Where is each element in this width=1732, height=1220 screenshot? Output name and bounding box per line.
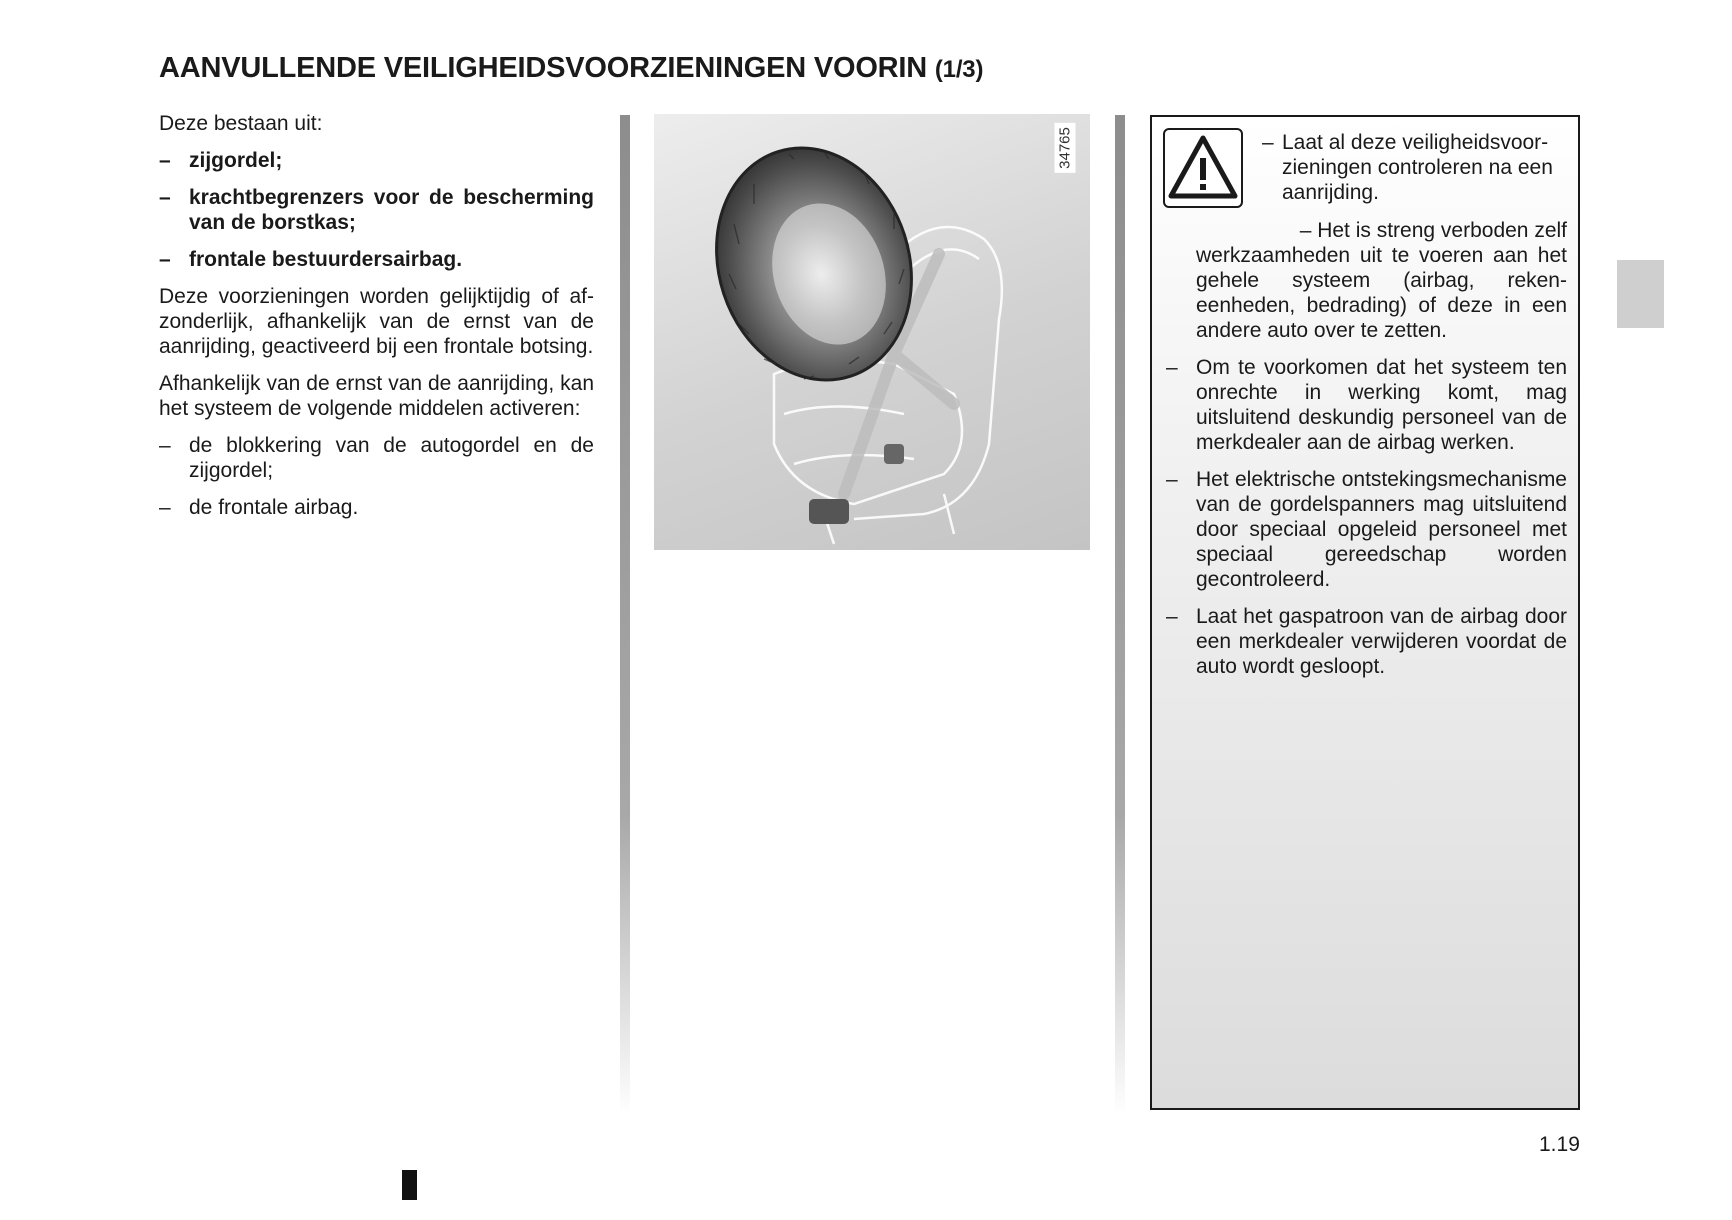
page-number: 1.19 bbox=[1539, 1133, 1580, 1156]
list-item: – krachtbegrenzers voor de bescherming van de borstkas; bbox=[159, 186, 594, 234]
warning-triangle-icon bbox=[1163, 128, 1243, 208]
means-intro-paragraph: Afhankelijk van de ernst van de aanrijding, kan het systeem de volgende middelen activeren: bbox=[159, 372, 594, 420]
warning-item-check: – Laat al deze veiligheidsvoorzieningen controleren na een aanrijding. bbox=[1262, 130, 1567, 205]
column-divider-right bbox=[1115, 115, 1125, 1115]
footer-marker bbox=[402, 1170, 417, 1200]
page-title-part: (1/3) bbox=[934, 56, 984, 83]
list-item: – de frontale airbag. bbox=[159, 495, 594, 520]
list-item: – Laat het gaspatroon van de airbag door een merkdealer verwijderen voordat de auto wordt gesloopt. bbox=[1166, 605, 1567, 678]
warning-text-pretensioner: Het elektrische ontstekingsmechanisme van de gordelspanners mag uitsluitend door speciaal opgeleid personeel met speciaal gereedschap worden gecontroleerd. bbox=[1196, 468, 1567, 591]
warning-text-forbidden: werkzaamheden uit te voeren aan het gehele systeem (airbag, rekeneenheden, bedrading) of deze in een andere auto over te zetten. bbox=[1196, 244, 1567, 342]
page-title bbox=[159, 52, 983, 85]
warning-text-qualified-staff: Om te voorkomen dat het systeem ten onrechte in werking komt, mag uitsluitend deskundig personeel van de merkdealer aan de airbag werken. bbox=[1196, 356, 1567, 454]
list-item: – zijgordel; bbox=[159, 148, 594, 173]
warning-text-forbidden-lead: – Het is streng verboden zelf bbox=[1299, 219, 1567, 242]
means-belt-lock: de blokkering van de autogordel en de zijgordel; bbox=[189, 434, 594, 482]
list-item: – de blokkering van de autogordel en de zijgordel; bbox=[159, 434, 594, 482]
airbag-seat-drawing bbox=[654, 114, 1090, 550]
component-side-belt: zijgordel; bbox=[189, 149, 283, 172]
means-front-airbag: de frontale airbag. bbox=[189, 496, 359, 519]
left-column bbox=[159, 111, 594, 532]
warning-column bbox=[1166, 218, 1567, 691]
intro-text: Deze bestaan uit: bbox=[159, 112, 323, 135]
warning-text-gas-cartridge: Laat het gaspatroon van de airbag door een merkdealer verwijderen voordat de auto wordt gesloopt. bbox=[1196, 605, 1567, 678]
list-item: – frontale bestuurdersairbag. bbox=[159, 247, 594, 272]
list-item: – Om te voorkomen dat het systeem ten onrechte in werking komt, mag uitsluitend deskundig personeel van de merkdealer aan de airbag werken. bbox=[1166, 356, 1567, 454]
warning-text-check: Laat al deze veiligheidsvoorzieningen controleren na een aanrijding. bbox=[1282, 131, 1553, 204]
airbag-seat-illustration bbox=[654, 114, 1090, 550]
page-title-main: AANVULLENDE VEILIGHEIDSVOORZIENINGEN VOORIN bbox=[159, 52, 928, 84]
component-driver-airbag: frontale bestuurdersairbag. bbox=[189, 248, 463, 271]
chapter-tab bbox=[1617, 260, 1664, 328]
activation-paragraph: Deze voorzieningen worden gelijktijdig of afzonderlijk, afhankelijk van de ernst van de aanrijding, geactiveerd bij een frontale botsing. bbox=[159, 285, 594, 358]
figure-id: 34765 bbox=[1055, 123, 1076, 173]
component-force-limiter: krachtbegrenzers voor de bescherming van de borstkas; bbox=[189, 186, 594, 234]
warning-item-forbidden bbox=[1196, 218, 1567, 343]
column-divider-left bbox=[620, 115, 630, 1115]
list-item: – Het elektrische ontstekingsmechanisme van de gordelspanners mag uitsluitend door speciaal opgeleid personeel met speciaal gereedschap worden gecontroleerd. bbox=[1166, 468, 1567, 591]
